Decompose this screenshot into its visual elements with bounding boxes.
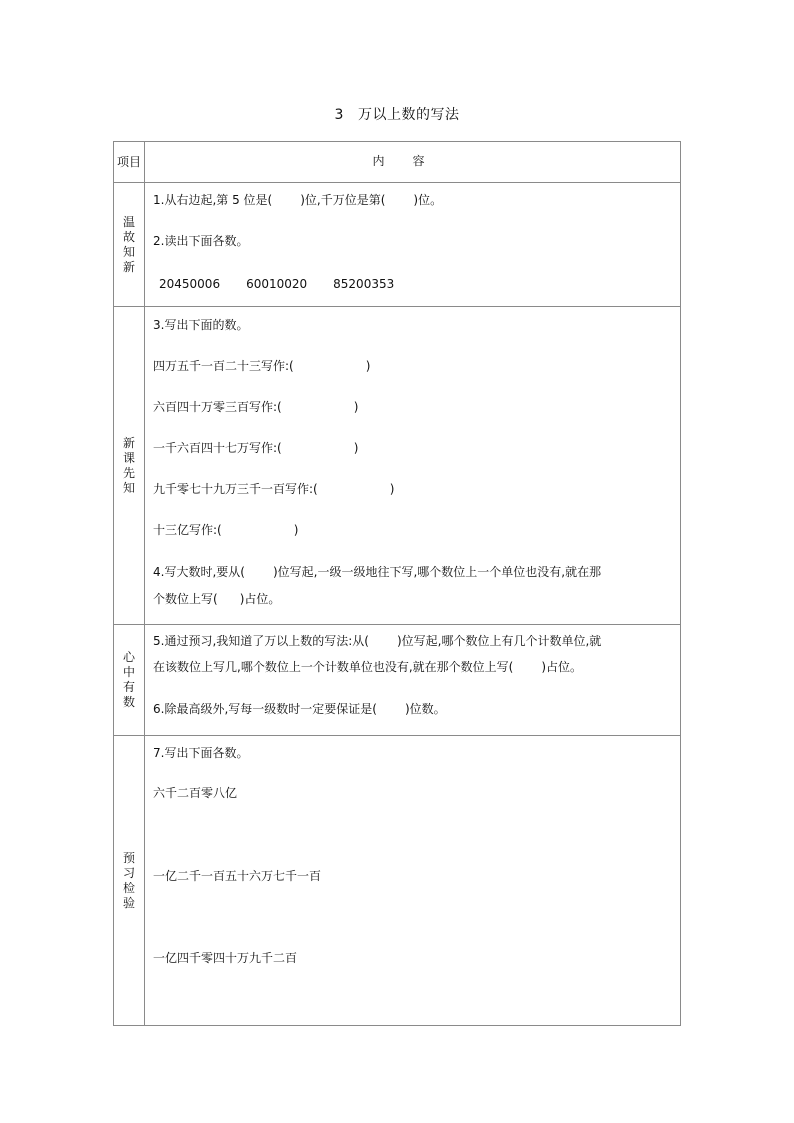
header-content-cell: 内容: [145, 142, 681, 183]
title-number: 3: [334, 107, 344, 123]
worksheet-table: [113, 141, 681, 1026]
number-word-item: 一亿二千一百五十六万七千一百: [153, 869, 322, 883]
section-content-check: [145, 736, 681, 1026]
section-label-cell: [114, 307, 145, 625]
question-7: 7.写出下面各数。: [153, 746, 249, 760]
section-label: 新课先知: [122, 435, 135, 495]
write-item: 四万五千一百二十三写作:( ): [153, 359, 371, 373]
number-word-item: 六千二百零八亿: [153, 786, 238, 800]
answer-area[interactable]: [145, 976, 680, 1024]
write-item: 一千六百四十七万写作:( ): [153, 441, 359, 455]
page-title: [0, 104, 794, 124]
section-content-new-lesson: [145, 307, 681, 625]
question-1: 1.从右边起,第 5 位是( )位,千万位是第( )位。: [153, 193, 443, 207]
section-label: 预习检验: [122, 850, 135, 910]
question-4-line-1: 4.写大数时,要从( )位写起,一级一级地往下写,哪个数位上一个单位也没有,就在那: [153, 565, 602, 579]
number-list: [159, 276, 420, 292]
write-item: 六百四十万零三百写作:( ): [153, 400, 359, 414]
question-6: 6.除最高级外,写每一级数时一定要保证是( )位数。: [153, 702, 446, 716]
title-text: 万以上数的写法: [357, 107, 460, 123]
question-5-line-2: 在该数位上写几,哪个数位上一个计数单位也没有,就在那个数位上写( )占位。: [153, 660, 583, 674]
section-label: 温故知新: [122, 214, 135, 274]
header-item-cell: [114, 142, 145, 183]
number-item: 60010020: [246, 277, 308, 291]
header-col1: 项目: [116, 155, 141, 169]
section-content-review: [145, 183, 681, 307]
section-content-summary: [145, 625, 681, 736]
section-label: 心中有数: [122, 650, 135, 709]
question-4-line-2: 个数位上写( )占位。: [153, 592, 281, 606]
number-item: 20450006: [159, 277, 221, 291]
write-item: 九千零七十九万三千一百写作:( ): [153, 482, 395, 496]
question-2: 2.读出下面各数。: [153, 234, 249, 248]
question-5-line-1: 5.通过预习,我知道了万以上数的写法:从( )位写起,哪个数位上有几个计数单位,就: [153, 634, 602, 648]
number-word-item: 一亿四千零四十万九千二百: [153, 951, 298, 965]
section-label-cell: [114, 625, 145, 736]
section-label-cell: [114, 183, 145, 307]
question-3: 3.写出下面的数。: [153, 318, 249, 332]
section-label-cell: [114, 736, 145, 1026]
number-item: 85200353: [333, 277, 395, 291]
write-item: 十三亿写作:( ): [153, 523, 299, 537]
